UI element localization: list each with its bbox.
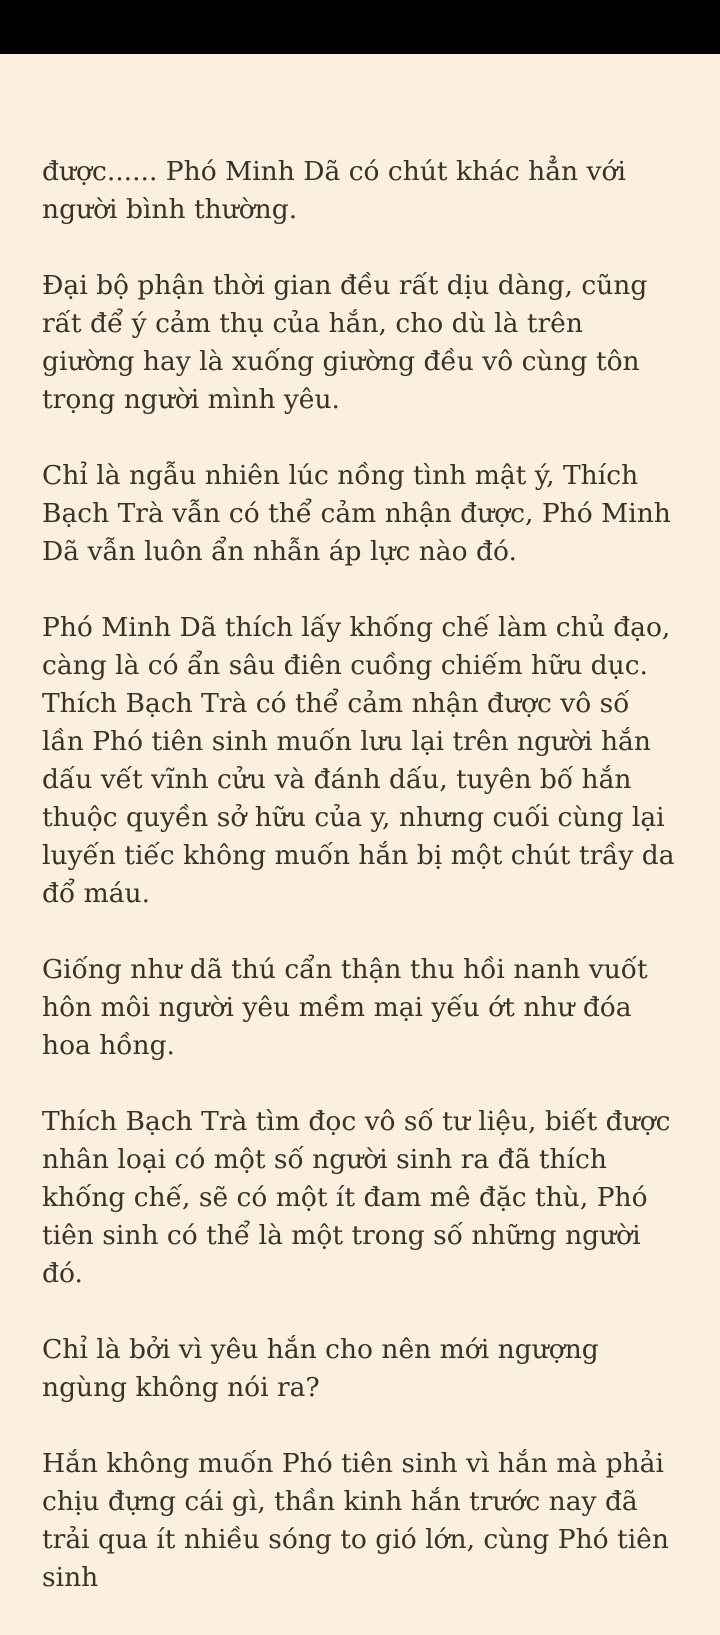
paragraph: Phó Minh Dã thích lấy khống chế làm chủ đạo, càng là có ẩn sâu điên cuồng chiếm hữu dục. Thích Bạch Trà có thể cảm nhận được vô số lần Phó tiên sinh muốn lưu lại trên người hắn dấu vết vĩnh cửu và đánh dấu, tuyên bố hắn thuộc quyền sở hữu của y, nhưng cuối cùng lại luyến tiếc không muốn hắn bị một chút trầy da đổ máu. bbox=[42, 612, 675, 909]
paragraph: được...... Phó Minh Dã có chút khác hẳn với người bình thường. bbox=[42, 156, 626, 225]
reader-content[interactable] bbox=[42, 153, 678, 1635]
paragraph: Giống như dã thú cẩn thận thu hồi nanh vuốt hôn môi người yêu mềm mại yếu ớt như đóa hoa hồng. bbox=[42, 954, 648, 1061]
paragraph: Chỉ là ngẫu nhiên lúc nồng tình mật ý, Thích Bạch Trà vẫn có thể cảm nhận được, Phó Minh Dã vẫn luôn ẩn nhẫn áp lực nào đó. bbox=[42, 460, 671, 567]
status-bar bbox=[0, 0, 720, 54]
paragraph: Đại bộ phận thời gian đều rất dịu dàng, cũng rất để ý cảm thụ của hắn, cho dù là trên giường hay là xuống giường đều vô cùng tôn trọng người mình yêu. bbox=[42, 270, 648, 415]
paragraph: Chỉ là bởi vì yêu hắn cho nên mới ngượng ngùng không nói ra? bbox=[42, 1334, 599, 1403]
paragraph: Thích Bạch Trà tìm đọc vô số tư liệu, biết được nhân loại có một số người sinh ra đã thích khống chế, sẽ có một ít đam mê đặc thù, Phó tiên sinh có thể là một trong số những người đó. bbox=[42, 1106, 671, 1289]
paragraph: Hắn không muốn Phó tiên sinh vì hắn mà phải chịu đựng cái gì, thần kinh hắn trước nay đã trải qua ít nhiều sóng to gió lớn, cùng Phó tiên sinh bbox=[42, 1448, 669, 1593]
